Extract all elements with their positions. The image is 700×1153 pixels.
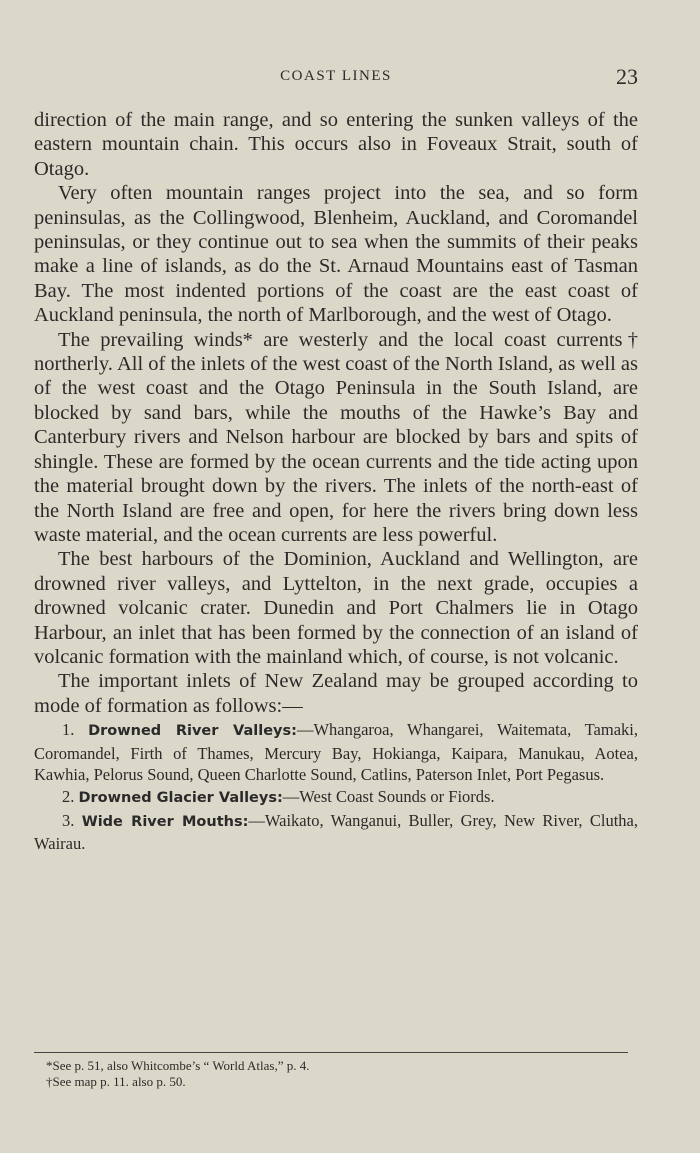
page-header <box>34 64 638 92</box>
footnote-rule <box>34 1052 628 1053</box>
list-item-number: 2. <box>62 786 75 806</box>
paragraph-peninsulas: Very often mountain ranges project into the sea, and so form peninsulas, as the Collingwood, Blenheim, Auckland, and Coromandel peninsulas, or they continue out to sea when the summits of their peaks make a line of islands, as do the St. Arnaud Mountains east of Tasman Bay. The most indented portions of the coast are the east coast of Auckland peninsula, the north of Marlborough, and the west of Otago. <box>34 182 638 327</box>
list-item-text: —West Coast Sounds or Fiords. <box>282 786 495 806</box>
running-head: COAST LINES <box>280 68 392 84</box>
list-item-heading: Wide River Mouths: <box>81 813 249 830</box>
paragraph-winds: The prevailing winds* are westerly and the local coast currents† northerly. All of the inlets of the west coast of the North Island, as well as of the west coast and the Otago Peninsula in the South Island, are blocked by sand bars, while the mouths of the Hawke’s Bay and Canterbury rivers and Nelson harbour are blocked by bars and spits of shingle. These are formed by the ocean currents and the tide acting upon the material brought down by the rivers. The inlets of the north-east of the North Island are free and open, for here the rivers bring down less waste material, and the ocean currents are less powerful. <box>34 328 638 546</box>
inlet-list <box>34 719 638 855</box>
list-item-number: 1. <box>62 720 75 740</box>
paragraph-harbours: The best harbours of the Dominion, Auckland and Wellington, are drowned river valleys, and Lyttelton, in the next grade, occupies a drowned volcanic crater. Dunedin and Port Chalmers lie in Otago Harbour, an inlet that has been formed by the connection of an island of volcanic formation with the mainland which, of course, is not volcanic. <box>34 548 638 668</box>
list-item-number: 3. <box>62 810 75 830</box>
footnote: †See map p. 11. also p. 50. <box>46 1073 186 1089</box>
list-item-text: —Whangaroa, Whangarei, Waitemata, Tamaki, Coromandel, Firth of Thames, Mercury Bay, Hokianga, Kaipara, Manukau, Aotea, Kawhia, Pelorus Sound, Queen Charlotte Sound, Catlins, Paterson Inlet, Port Pegasus. <box>34 720 639 785</box>
list-item <box>34 810 638 855</box>
list-item-heading: Drowned River Valleys: <box>88 723 297 740</box>
paragraph-inlets-intro: The important inlets of New Zealand may be grouped according to mode of formation as follows:— <box>34 670 638 717</box>
list-item-heading: Drowned Glacier Valleys: <box>78 789 283 806</box>
footnotes <box>34 1058 628 1089</box>
list-item <box>34 786 638 810</box>
body-text <box>34 108 638 855</box>
list-item-text: —Waikato, Wanganui, Buller, Grey, New River, Clutha, Wairau. <box>34 810 639 854</box>
page-number: 23 <box>616 64 638 89</box>
paragraph-continuation: direction of the main range, and so entering the sunken valleys of the eastern mountain chain. This occurs also in Foveaux Strait, south of Otago. <box>34 109 638 180</box>
footnote: *See p. 51, also Whitcombe’s “ World Atlas,” p. 4. <box>46 1058 310 1073</box>
list-item <box>34 719 638 786</box>
